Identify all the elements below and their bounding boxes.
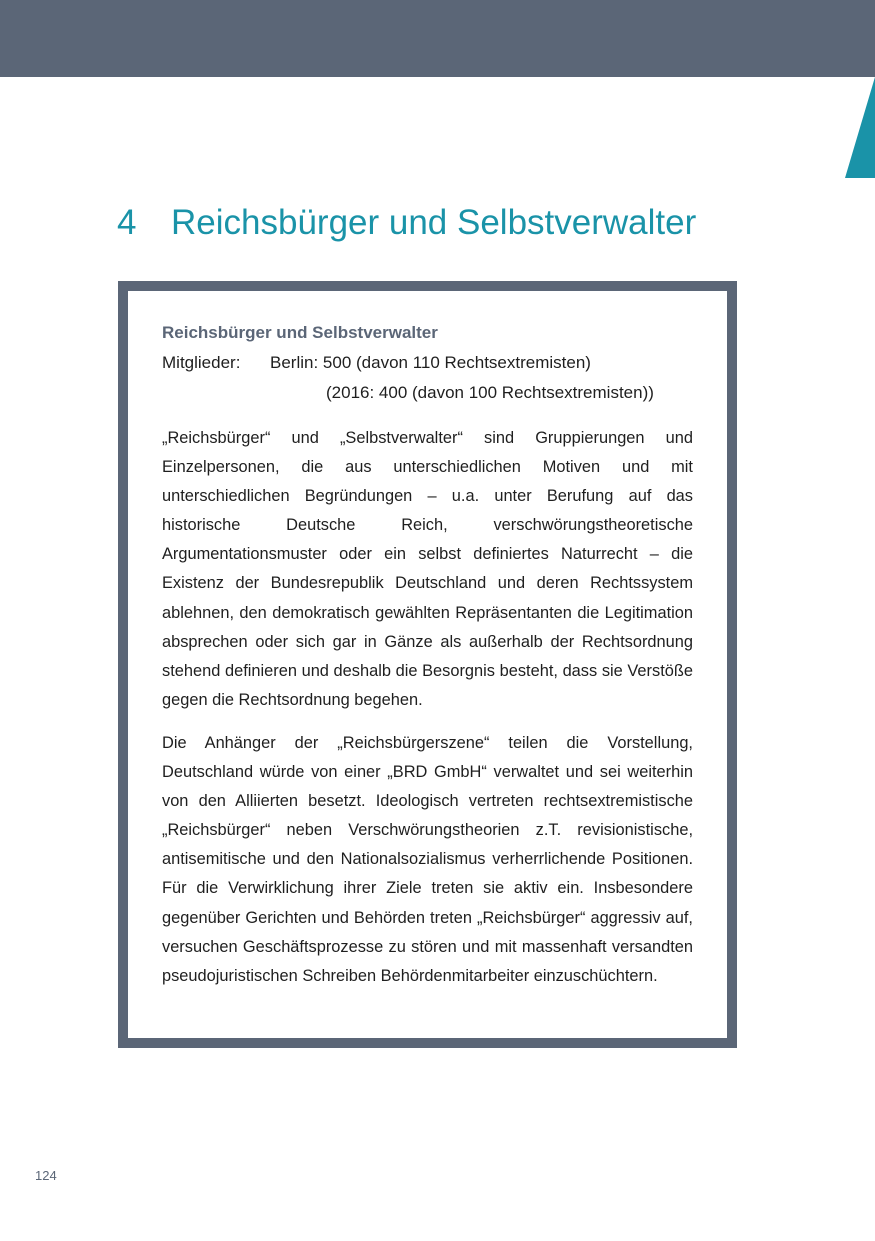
body-paragraph: „Reichsbürger“ und „Selbstverwalter“ sind Gruppierungen und Einzelpersonen, die aus unterschiedlichen Motiven und mit unterschiedlichen Begründungen – u.a. unter Berufung auf das historische Deutsche Reich, verschwörungstheoretische Argumentationsmuster oder ein selbst definiertes Naturrecht – die Existenz der Bundesrepublik Deutschland und deren Rechtssystem ablehnen, den demokratisch gewählten Repräsentanten die Legitimation absprechen oder sich gar in Gänze als außerhalb der Rechtsordnung stehend definieren und deshalb die Besorgnis besteht, dass sie Verstöße gegen die Rechtsordnung begehen. — [162, 429, 693, 709]
members-row — [162, 348, 693, 378]
body-paragraph: Die Anhänger der „Reichsbürgerszene“ teilen die Vorstellung, Deutschland würde von einer „BRD GmbH“ verwaltet und sei weiterhin von den Alliierten besetzt. Ideologisch vertreten rechtsextremistische „Reichsbürger“ neben Verschwörungstheorien z.T. revisionistische, antisemitische und den Nationalsozialismus verherrlichende Positionen. Für die Verwirklichung ihrer Ziele treten sie aktiv ein. Insbesondere gegenüber Gerichten und Behörden treten „Reichsbürger“ aggressiv auf, versuchen Geschäftsprozesse zu stören und mit massenhaft versandten pseudojuristischen Schreiben Behördenmitarbeiter einzuschüchtern. — [162, 733, 693, 985]
chapter-heading — [117, 198, 696, 248]
chapter-title: Reichsbürger und Selbstverwalter — [171, 203, 697, 242]
header-band — [0, 0, 875, 77]
info-box-content — [162, 318, 693, 991]
chapter-number: 4 — [117, 203, 137, 242]
members-value: Berlin: 500 (davon 110 Rechtsextremisten) — [270, 353, 591, 372]
info-box — [118, 281, 737, 1048]
info-box-title: Reichsbürger und Selbstverwalter — [162, 323, 438, 342]
members-previous-year: (2016: 400 (davon 100 Rechtsextremisten)) — [326, 383, 654, 402]
members-label: Mitglieder: — [162, 353, 241, 372]
page-number: 124 — [35, 1168, 57, 1183]
chapter-tab-marker — [845, 77, 875, 178]
